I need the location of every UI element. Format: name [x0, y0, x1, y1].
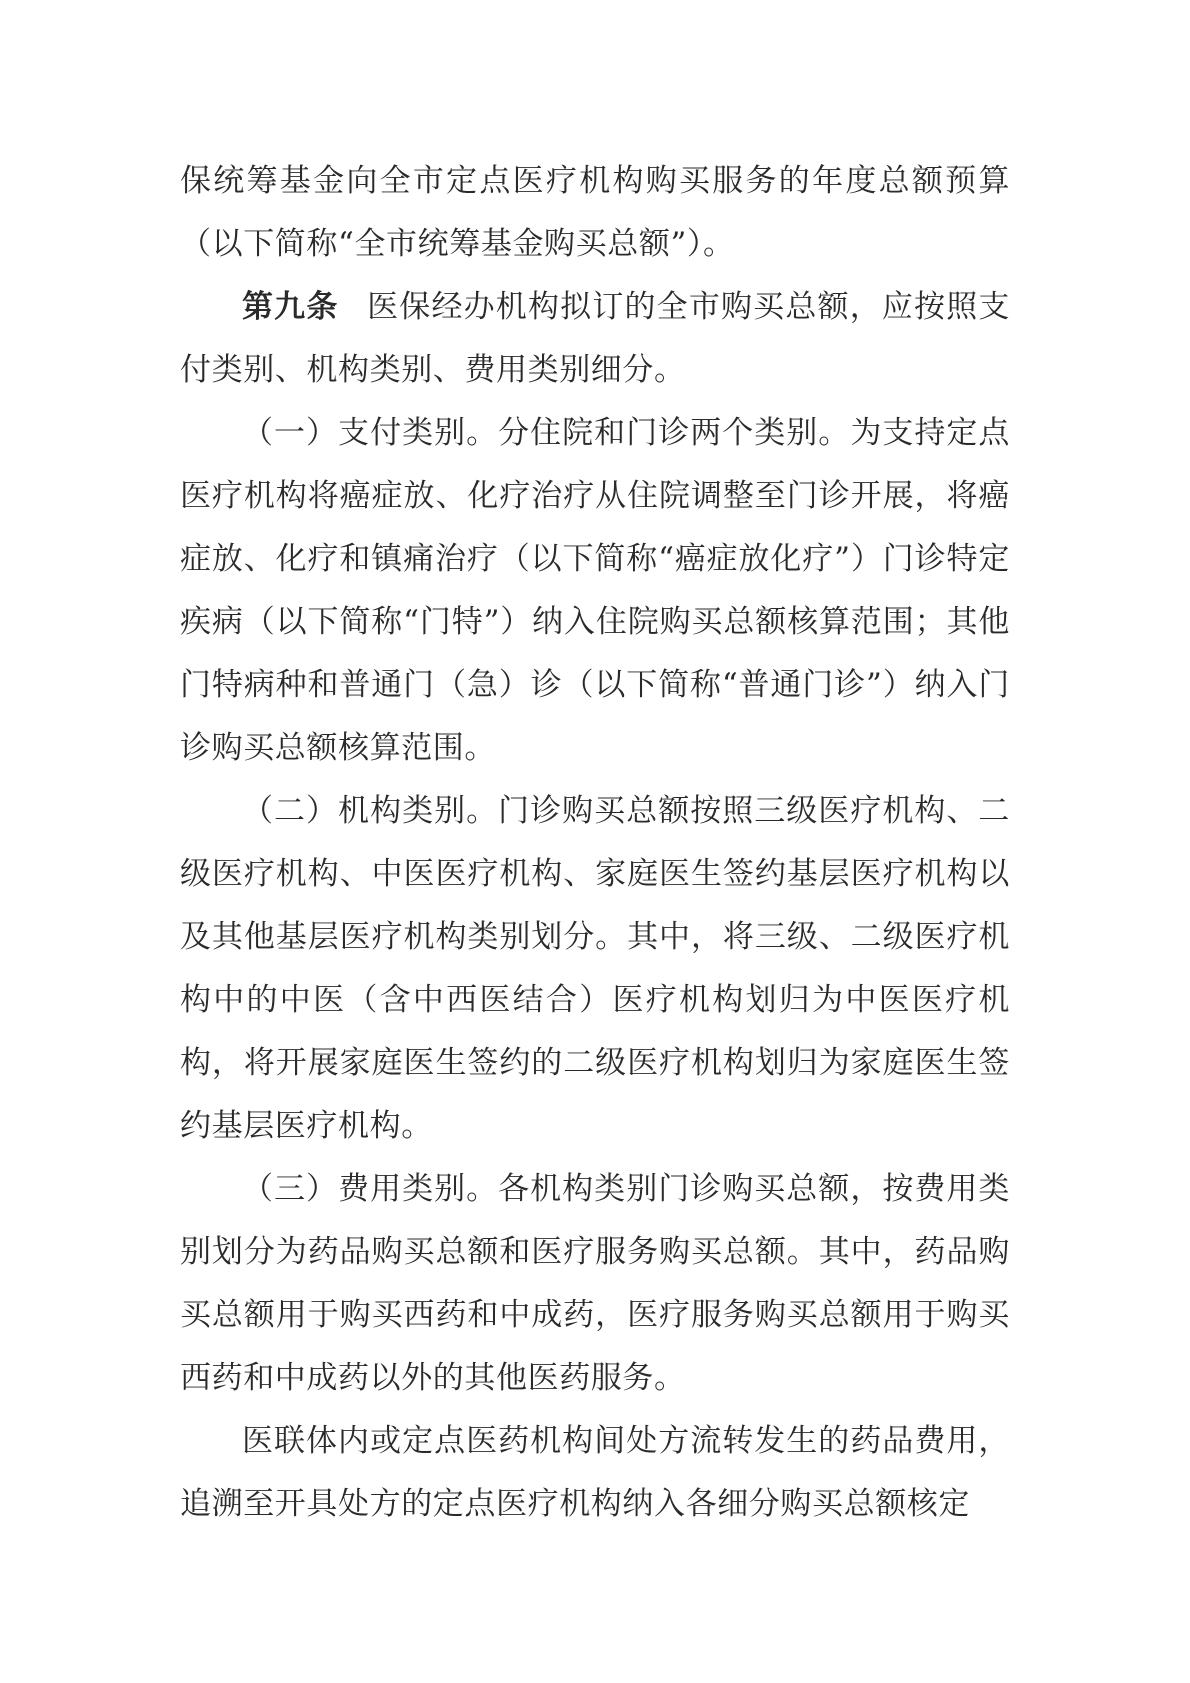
paragraph-continuation	[180, 150, 1010, 276]
paragraph-prescription-flow	[180, 1410, 1010, 1536]
paragraph-text: 医保经办机构拟订的全市购买总额，应按照支付类别、机构类别、费用类别细分。	[180, 289, 1010, 388]
paragraph-text: 保统筹基金向全市定点医疗机构购买服务的年度总额预算（以下简称“全市统筹基金购买总额”）。	[180, 163, 1010, 262]
paragraph-text: （二）机构类别。门诊购买总额按照三级医疗机构、二级医疗机构、中医医疗机构、家庭医生签约基层医疗机构以及其他基层医疗机构类别划分。其中，将三级、二级医疗机构中的中医（含中西医结合）医疗机构划归为中医医疗机构，将开展家庭医生签约的二级医疗机构划归为家庭医生签约基层医疗机构。	[180, 793, 1010, 1144]
document-body	[180, 150, 1010, 1536]
paragraph-institution-category	[180, 780, 1010, 1158]
article-heading: 第九条	[242, 289, 339, 325]
paragraph-article-nine	[180, 276, 1010, 402]
paragraph-payment-category	[180, 402, 1010, 780]
paragraph-text: （三）费用类别。各机构类别门诊购买总额，按费用类别划分为药品购买总额和医疗服务购买总额。其中，药品购买总额用于购买西药和中成药，医疗服务购买总额用于购买西药和中成药以外的其他医药服务。	[180, 1171, 1010, 1396]
paragraph-text: 医联体内或定点医药机构间处方流转发生的药品费用，追溯至开具处方的定点医疗机构纳入各细分购买总额核定	[180, 1423, 1010, 1522]
paragraph-text: （一）支付类别。分住院和门诊两个类别。为支持定点医疗机构将癌症放、化疗治疗从住院调整至门诊开展，将癌症放、化疗和镇痛治疗（以下简称“癌症放化疗”）门诊特定疾病（以下简称“门特”）纳入住院购买总额核算范围；其他门特病种和普通门（急）诊（以下简称“普通门诊”）纳入门诊购买总额核算范围。	[180, 415, 1010, 766]
paragraph-cost-category	[180, 1158, 1010, 1410]
